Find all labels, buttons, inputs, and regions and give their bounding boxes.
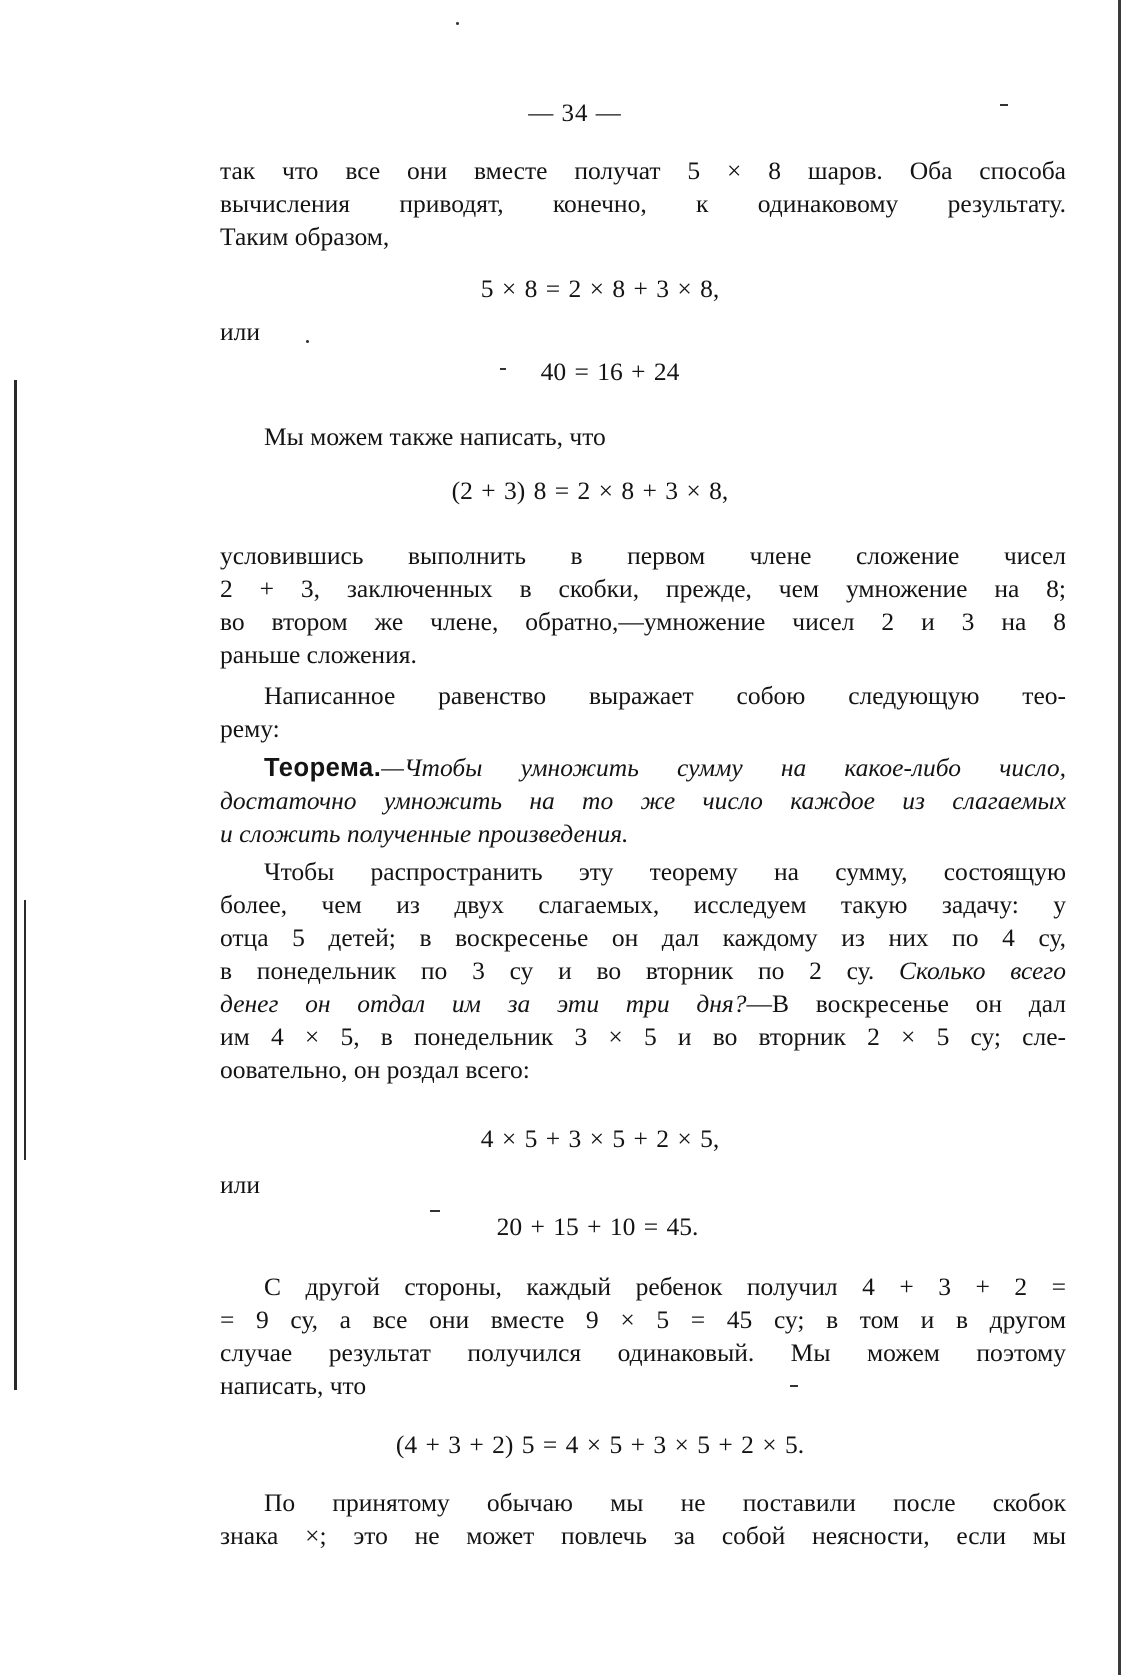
text-line: раньше сложения. [220, 640, 417, 669]
text-line: случае результат получился одинаковый. Мы можем поэтому [220, 1338, 1066, 1367]
formula-5: 20 + 15 + 10 = 45. [496, 1212, 699, 1241]
paragraph-3 [220, 539, 1066, 671]
text-line: написать, что [220, 1371, 367, 1400]
theorem-text: —Чтобы умножить сумму на какое-либо число, [381, 753, 1066, 782]
scan-speck [456, 22, 459, 25]
theorem-heading: Теорема. [264, 754, 382, 782]
paragraph-5 [220, 855, 1066, 1086]
text-line: так что все они вместе получат 5 × 8 шаров. Оба способа [220, 156, 1066, 185]
page-number: — 34 — [528, 100, 622, 127]
text-line [220, 987, 1066, 1020]
paragraph-7 [220, 1486, 1066, 1552]
word-ili-1: или [220, 317, 261, 346]
text-italic: Сколько всего [899, 956, 1067, 985]
text-line: вычисления приводят, конечно, к одинаковому результату. [220, 189, 1066, 218]
formula-3: (2 + 3) 8 = 2 × 8 + 3 × 8, [451, 476, 729, 505]
paragraph-1 [220, 154, 1066, 253]
text-line: По принятому обычаю мы не поставили после скобок [264, 1488, 1066, 1517]
word-ili-2: или [220, 1170, 261, 1199]
text-line: рему: [220, 714, 280, 743]
formula-2: 40 = 16 + 24 [540, 357, 680, 386]
text-line: Мы можем также написать, что [264, 422, 606, 451]
text-normal: —В воскресенье он дал [746, 989, 1066, 1018]
formula-1: 5 × 8 = 2 × 8 + 3 × 8, [480, 274, 720, 303]
formula-4: 4 × 5 + 3 × 5 + 2 × 5, [480, 1124, 720, 1153]
text-line: им 4 × 5, в понедельник 3 × 5 и во вторник 2 × 5 су; сле- [220, 1022, 1066, 1051]
text-line: оовательно, он роздал всего: [220, 1055, 530, 1084]
text-line: во втором же члене, обратно,—умножение чисел 2 и 3 на 8 [220, 607, 1066, 636]
theorem-line: и сложить полученные произведения. [220, 819, 629, 848]
scan-edge-right [1118, 0, 1121, 1675]
theorem-line [220, 751, 1066, 784]
text-normal: в понедельник по 3 су и во вторник по 2 су. [220, 956, 875, 985]
paragraph-6 [220, 1270, 1066, 1402]
paragraph-4 [220, 679, 1066, 745]
text-line: более, чем из двух слагаемых, исследуем такую задачу: у [220, 890, 1066, 919]
paragraph-2 [220, 420, 1066, 453]
theorem-line: достаточно умножить на то же число каждое из слагаемых [220, 786, 1066, 815]
scan-edge-left-inner [24, 900, 26, 1160]
text-italic: денег он отдал им за эти три дня? [220, 989, 747, 1018]
text-line [220, 954, 1066, 987]
text-line: Написанное равенство выражает собою следующую тео- [264, 681, 1066, 710]
text-line: = 9 су, а все они вместе 9 × 5 = 45 су; в том и в другом [220, 1305, 1066, 1334]
text-line: знака ×; это не может повлечь за собой неясности, если мы [220, 1521, 1066, 1550]
text-line: 2 + 3, заключенных в скобки, прежде, чем умножение на 8; [220, 574, 1066, 603]
theorem-block [220, 751, 1066, 850]
text-line: Таким образом, [220, 222, 390, 251]
text-line: условившись выполнить в первом члене сложение чисел [220, 541, 1066, 570]
text-line: С другой стороны, каждый ребенок получил 4 + 3 + 2 = [264, 1272, 1066, 1301]
formula-6: (4 + 3 + 2) 5 = 4 × 5 + 3 × 5 + 2 × 5. [395, 1430, 805, 1459]
text-line: отца 5 детей; в воскресенье он дал каждому из них по 4 су, [220, 923, 1066, 952]
text-line: Чтобы распространить эту теорему на сумму, состоящую [264, 857, 1066, 886]
scan-speck [306, 340, 309, 343]
